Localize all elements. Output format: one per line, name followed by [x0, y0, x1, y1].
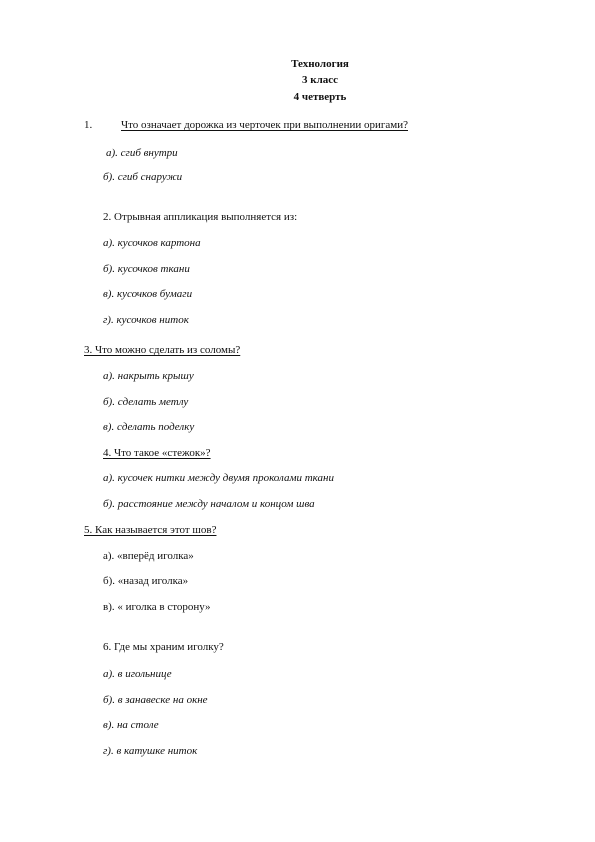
question-2-text: 2. Отрывная аппликация выполняется из: — [103, 211, 298, 223]
question-6-option-d: г). в катушке ниток — [103, 745, 198, 757]
document-grade: 3 класс — [301, 74, 339, 86]
question-3-option-b: б). сделать метлу — [103, 396, 189, 408]
question-5-text: 5. Как называется этот шов? — [84, 524, 217, 536]
question-4-text: 4. Что такое «стежок»? — [103, 447, 211, 459]
question-5-option-b: б). «назад иголка» — [103, 575, 189, 587]
question-5-option-c: в). « иголка в сторону» — [103, 601, 211, 613]
question-1-option-a: а). сгиб внутри — [106, 147, 178, 159]
question-1-option-b: б). сгиб снаружи — [103, 171, 183, 183]
question-6-text: 6. Где мы храним иголку? — [103, 641, 224, 653]
question-3-option-a: а). накрыть крышу — [103, 370, 194, 382]
question-3-option-c: в). сделать поделку — [103, 421, 195, 433]
question-6-option-a: а). в игольнице — [103, 668, 172, 680]
question-3-text: 3. Что можно сделать из соломы? — [84, 344, 241, 356]
question-6-option-b: б). в занавеске на окне — [103, 694, 208, 706]
document-quarter: 4 четверть — [293, 91, 347, 103]
document-title: Технология — [291, 58, 349, 70]
question-2-option-a: а). кусочков картона — [103, 237, 201, 249]
question-4-option-a: а). кусочек нитки между двумя проколами ткани — [103, 472, 335, 484]
question-4-option-b: б). расстояние между началом и концом шва — [103, 498, 315, 510]
question-1-number: 1. — [84, 119, 93, 131]
question-2-option-b: б). кусочков ткани — [103, 263, 190, 275]
question-2-option-d: г). кусочков ниток — [103, 314, 189, 326]
question-5-option-a: а). «вперёд иголка» — [103, 550, 194, 562]
question-2-option-c: в). кусочков бумаги — [103, 288, 193, 300]
question-6-option-c: в). на столе — [103, 719, 159, 731]
question-1-text: Что означает дорожка из черточек при выполнении оригами? — [121, 119, 408, 131]
